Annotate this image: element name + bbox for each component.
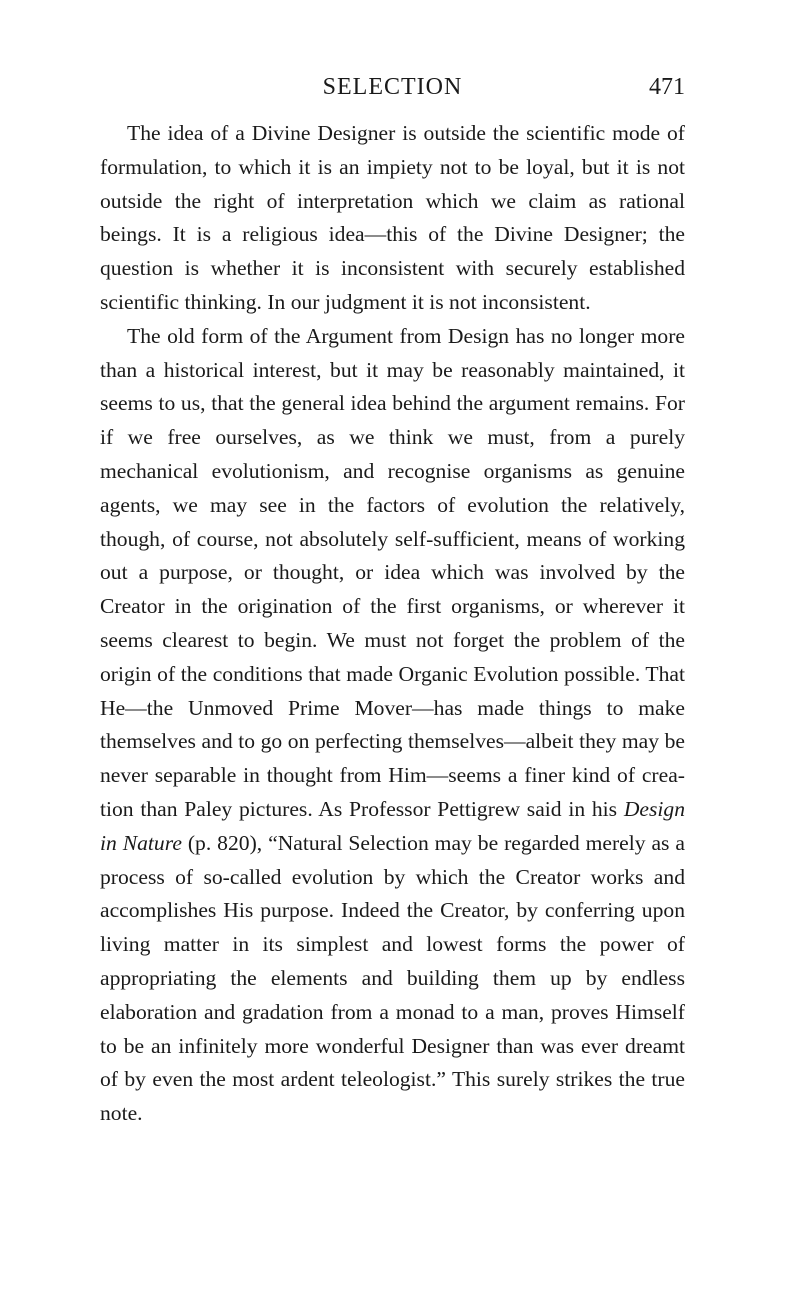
paragraph-2-text-before: The old form of the Argument from Design has no longer more than a historical interest, but it may be reasonably maintained, it seems to us, that the general idea behind the argument remains. For if we free ourselves, as we think we must, from a purely mechanical evolutionism, and recognise organisms as genuine agents, we may see in the factors of evolution the relatively, though, of course, not absolutely self-sufficient, means of working out a purpose, or thought, or idea which was involved by the Creator in the origination of the first organisms, or wherever it seems clearest to begin. We must not forget the problem of the origin of the conditions that made Organic Evolution possible. That He—the Unmoved Prime Mover—has made things to make themselves and to go on perfecting themselves—albeit they may be never separable in thought from Him—seems a finer kind of creation than Paley pictures. As Professor Pettigrew said in his xyxy=(100,323,685,821)
running-title: SELECTION xyxy=(322,74,463,100)
paragraph-1: The idea of a Divine Designer is outside the scientific mode of formulation, to which it is an impiety not to be loyal, but it is not outside the right of interpretation which we claim as rational beings. It is a religious idea—this of the Divine Designer; the question is whether it is inconsistent with securely established scientific thinking. In our judgment it is not inconsistent. xyxy=(100,121,685,314)
page-number: 471 xyxy=(649,74,685,100)
book-title-italic: Design in Nature xyxy=(100,796,685,855)
paragraph-2 xyxy=(100,320,685,1131)
body-text xyxy=(100,117,685,1131)
running-head xyxy=(100,70,685,104)
paragraph-2-text-after: (p. 820), “Natural Selection may be regarded merely as a process of so-called evolution by which the Creator works and accomplishes His purpose. Indeed the Creator, by conferring upon living matter in its simplest and lowest forms the power of appropriating the elements and building them up by endless elaboration and gradation from a monad to a man, proves Himself to be an infinitely more wonderful Designer than was ever dreamt of by even the most ardent teleologist.” This surely strikes the true note. xyxy=(100,830,685,1126)
